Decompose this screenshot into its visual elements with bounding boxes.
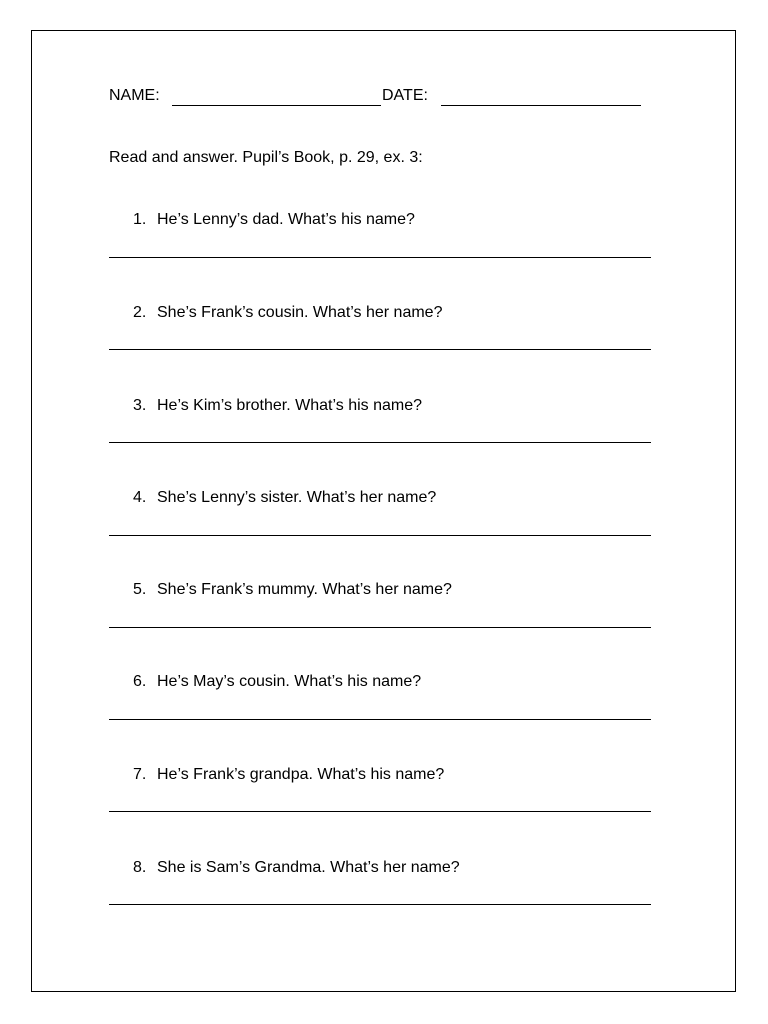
answer-line-8[interactable] (109, 904, 651, 905)
name-field[interactable] (172, 105, 381, 106)
question-text: She’s Lenny’s sister. What’s her name? (157, 489, 437, 506)
question-text: She’s Frank’s cousin. What’s her name? (157, 304, 443, 321)
answer-line-4[interactable] (109, 535, 651, 536)
answer-line-7[interactable] (109, 811, 651, 812)
date-label: DATE: (382, 87, 428, 104)
answer-line-5[interactable] (109, 627, 651, 628)
question-1 (133, 210, 415, 230)
answer-line-1[interactable] (109, 257, 651, 258)
date-field[interactable] (441, 105, 641, 106)
question-number: 7. (133, 766, 147, 783)
name-label: NAME: (109, 87, 160, 104)
question-text: He’s Frank’s grandpa. What’s his name? (157, 766, 445, 783)
question-2 (133, 303, 442, 323)
question-number: 1. (133, 211, 147, 228)
question-5 (133, 580, 452, 600)
question-text: She is Sam’s Grandma. What’s her name? (157, 859, 460, 876)
question-number: 4. (133, 489, 147, 506)
question-number: 2. (133, 304, 147, 321)
header-fields (109, 86, 669, 108)
question-6 (133, 672, 421, 692)
question-number: 5. (133, 581, 147, 598)
answer-line-2[interactable] (109, 349, 651, 350)
question-text: He’s Kim’s brother. What’s his name? (157, 397, 423, 414)
question-number: 8. (133, 859, 147, 876)
question-number: 6. (133, 673, 147, 690)
question-text: She’s Frank’s mummy. What’s her name? (157, 581, 452, 598)
question-text: He’s Lenny’s dad. What’s his name? (157, 211, 415, 228)
answer-line-3[interactable] (109, 442, 651, 443)
page-border (31, 30, 736, 992)
question-text: He’s May’s cousin. What’s his name? (157, 673, 422, 690)
instruction-text: Read and answer. Pupil’s Book, p. 29, ex. 3: (109, 149, 423, 166)
answer-line-6[interactable] (109, 719, 651, 720)
question-8 (133, 858, 460, 878)
question-3 (133, 396, 422, 416)
question-4 (133, 488, 436, 508)
question-number: 3. (133, 397, 147, 414)
question-7 (133, 765, 444, 785)
